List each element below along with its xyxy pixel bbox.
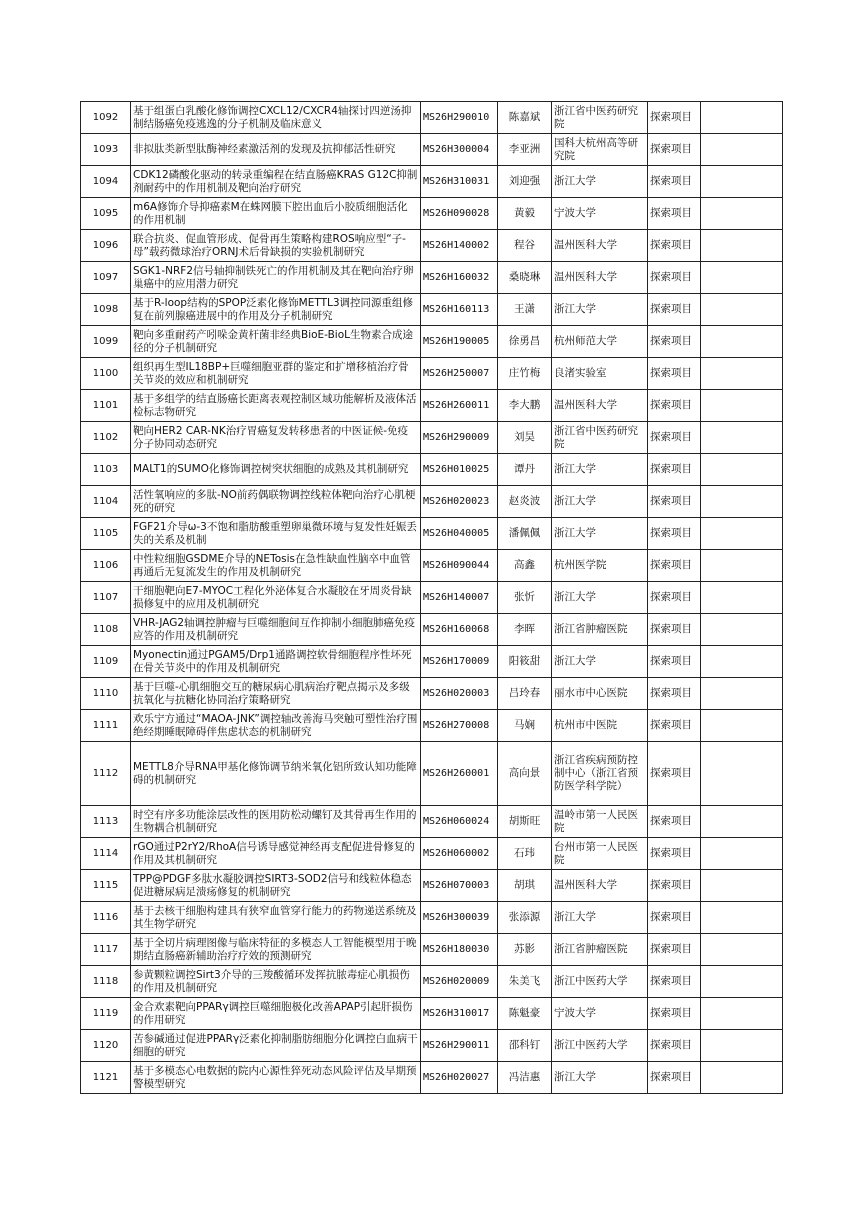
institution: 浙江大学 — [552, 166, 648, 198]
project-title: 基于R-loop结构的SPOP泛素化修饰METTL3调控同源重组修复在前列腺癌进展中的作用及分子机制研究 — [131, 294, 421, 326]
project-code: MS26H010025 — [421, 454, 498, 486]
table-row — [81, 486, 783, 518]
row-number: 1115 — [81, 870, 131, 902]
applicant-name: 程谷 — [498, 230, 552, 262]
applicant-name: 朱美飞 — [498, 966, 552, 998]
row-number: 1093 — [81, 134, 131, 166]
institution: 良渚实验室 — [552, 358, 648, 390]
project-title: 靶向HER2 CAR-NK治疗胃癌复发转移患者的中医证候-免疫分子协同动态研究 — [131, 422, 421, 454]
applicant-name: 陈嘉斌 — [498, 102, 552, 134]
project-type: 探索项目 — [648, 358, 701, 390]
project-title: 联合抗炎、促血管形成、促骨再生策略构建ROS响应型“子-母”载药微球治疗ORNJ术后骨缺损的实验机制研究 — [131, 230, 421, 262]
row-number: 1096 — [81, 230, 131, 262]
table-row — [81, 390, 783, 422]
blank-cell — [701, 390, 783, 422]
table-row — [81, 646, 783, 678]
project-code: MS26H020003 — [421, 678, 498, 710]
project-code: MS26H190005 — [421, 326, 498, 358]
project-type: 探索项目 — [648, 902, 701, 934]
project-type: 探索项目 — [648, 998, 701, 1030]
project-type: 探索项目 — [648, 166, 701, 198]
blank-cell — [701, 646, 783, 678]
project-title: 参黄颗粒调控Sirt3介导的三羧酸循环发挥抗脓毒症心肌损伤的作用及机制研究 — [131, 966, 421, 998]
applicant-name: 赵炎波 — [498, 486, 552, 518]
project-type: 探索项目 — [648, 134, 701, 166]
blank-cell — [701, 422, 783, 454]
project-type: 探索项目 — [648, 838, 701, 870]
table-row — [81, 550, 783, 582]
row-number: 1118 — [81, 966, 131, 998]
project-type: 探索项目 — [648, 710, 701, 742]
blank-cell — [701, 870, 783, 902]
applicant-name: 刘昊 — [498, 422, 552, 454]
applicant-name: 吕玲春 — [498, 678, 552, 710]
applicant-name: 谭丹 — [498, 454, 552, 486]
row-number: 1113 — [81, 806, 131, 838]
table-row — [81, 1062, 783, 1094]
project-type: 探索项目 — [648, 934, 701, 966]
project-title: 基于多模态心电数据的院内心源性猝死动态风险评估及早期预警模型研究 — [131, 1062, 421, 1094]
project-title: 基于多组学的结直肠癌长距离表观控制区域功能解析及液体活检标志物研究 — [131, 390, 421, 422]
row-number: 1095 — [81, 198, 131, 230]
applicant-name: 陈魁豪 — [498, 998, 552, 1030]
table-row — [81, 198, 783, 230]
institution: 浙江大学 — [552, 486, 648, 518]
table-row — [81, 614, 783, 646]
project-title: 金合欢素靶向PPARγ调控巨噬细胞极化改善APAP引起肝损伤的作用研究 — [131, 998, 421, 1030]
institution: 国科大杭州高等研究院 — [552, 134, 648, 166]
institution: 浙江大学 — [552, 454, 648, 486]
applicant-name: 高鑫 — [498, 550, 552, 582]
project-title: Myonectin通过PGAM5/Drp1通路调控软骨细胞程序性坏死在骨关节炎中的作用及机制研究 — [131, 646, 421, 678]
project-title: rGO通过P2rY2/RhoA信号诱导感觉神经再支配促进骨修复的作用及其机制研究 — [131, 838, 421, 870]
project-type: 探索项目 — [648, 422, 701, 454]
blank-cell — [701, 710, 783, 742]
blank-cell — [701, 198, 783, 230]
row-number: 1105 — [81, 518, 131, 550]
project-code: MS26H020023 — [421, 486, 498, 518]
project-title: 苦参碱通过促进PPARγ泛素化抑制脂肪细胞分化调控白血病干细胞的研究 — [131, 1030, 421, 1062]
row-number: 1111 — [81, 710, 131, 742]
project-type: 探索项目 — [648, 646, 701, 678]
row-number: 1116 — [81, 902, 131, 934]
project-title: 活性氧响应的多肽-NO前药偶联物调控线粒体靶向治疗心肌梗死的研究 — [131, 486, 421, 518]
project-title: 非拟肽类新型肽酶神经素激活剂的发现及抗抑郁活性研究 — [131, 134, 421, 166]
table-row — [81, 678, 783, 710]
project-type: 探索项目 — [648, 870, 701, 902]
project-title: 组织再生型IL18BP+巨噬细胞亚群的鉴定和扩增移植治疗骨关节炎的效应和机制研究 — [131, 358, 421, 390]
applicant-name: 王潇 — [498, 294, 552, 326]
institution: 浙江中医药大学 — [552, 1030, 648, 1062]
blank-cell — [701, 742, 783, 806]
table-row — [81, 742, 783, 806]
institution: 温州医科大学 — [552, 390, 648, 422]
project-type: 探索项目 — [648, 966, 701, 998]
applicant-name: 张添源 — [498, 902, 552, 934]
blank-cell — [701, 166, 783, 198]
blank-cell — [701, 582, 783, 614]
blank-cell — [701, 614, 783, 646]
applicant-name: 邵科钉 — [498, 1030, 552, 1062]
project-type: 探索项目 — [648, 454, 701, 486]
project-code: MS26H290011 — [421, 1030, 498, 1062]
project-code: MS26H250007 — [421, 358, 498, 390]
institution: 温州医科大学 — [552, 230, 648, 262]
project-title: VHR-JAG2轴调控肿瘤与巨噬细胞间互作抑制小细胞肺癌免疫应答的作用及机制研究 — [131, 614, 421, 646]
project-code: MS26H090028 — [421, 198, 498, 230]
table-row — [81, 966, 783, 998]
blank-cell — [701, 966, 783, 998]
row-number: 1112 — [81, 742, 131, 806]
project-code: MS26H070003 — [421, 870, 498, 902]
table-row — [81, 102, 783, 134]
project-code: MS26H270008 — [421, 710, 498, 742]
project-code: MS26H040005 — [421, 518, 498, 550]
institution: 浙江省中医药研究院 — [552, 422, 648, 454]
blank-cell — [701, 102, 783, 134]
applicant-name: 苏影 — [498, 934, 552, 966]
row-number: 1102 — [81, 422, 131, 454]
project-type: 探索项目 — [648, 614, 701, 646]
project-type: 探索项目 — [648, 230, 701, 262]
applicant-name: 庄竹梅 — [498, 358, 552, 390]
project-code: MS26H060024 — [421, 806, 498, 838]
row-number: 1109 — [81, 646, 131, 678]
project-type: 探索项目 — [648, 518, 701, 550]
project-title: 时空有序多功能涂层改性的医用防松动螺钉及其骨再生作用的生物耦合机制研究 — [131, 806, 421, 838]
institution: 浙江省疾病预防控制中心（浙江省预防医学科学院） — [552, 742, 648, 806]
blank-cell — [701, 262, 783, 294]
project-type: 探索项目 — [648, 742, 701, 806]
applicant-name: 阳筱甜 — [498, 646, 552, 678]
applicant-name: 潘佩佩 — [498, 518, 552, 550]
row-number: 1103 — [81, 454, 131, 486]
project-code: MS26H310017 — [421, 998, 498, 1030]
project-type: 探索项目 — [648, 486, 701, 518]
project-title: MALT1的SUMO化修饰调控树突状细胞的成熟及其机制研究 — [131, 454, 421, 486]
institution: 浙江大学 — [552, 294, 648, 326]
project-type: 探索项目 — [648, 390, 701, 422]
project-title: FGF21介导ω-3不饱和脂肪酸重塑卵巢微环境与复发性妊娠丢失的关系及机制 — [131, 518, 421, 550]
table-row — [81, 230, 783, 262]
project-title: 基于巨噬-心肌细胞交互的糖尿病心肌病治疗靶点揭示及多级抗氧化与抗糖化协同治疗策略研究 — [131, 678, 421, 710]
institution: 杭州医学院 — [552, 550, 648, 582]
institution: 浙江大学 — [552, 902, 648, 934]
table-row — [81, 902, 783, 934]
blank-cell — [701, 326, 783, 358]
blank-cell — [701, 1062, 783, 1094]
institution: 浙江省肿瘤医院 — [552, 934, 648, 966]
row-number: 1098 — [81, 294, 131, 326]
blank-cell — [701, 934, 783, 966]
row-number: 1100 — [81, 358, 131, 390]
project-type: 探索项目 — [648, 198, 701, 230]
applicant-name: 石玮 — [498, 838, 552, 870]
institution: 宁波大学 — [552, 198, 648, 230]
table-row — [81, 998, 783, 1030]
project-code: MS26H020009 — [421, 966, 498, 998]
project-code: MS26H140007 — [421, 582, 498, 614]
table-row — [81, 454, 783, 486]
institution: 丽水市中心医院 — [552, 678, 648, 710]
project-code: MS26H170009 — [421, 646, 498, 678]
project-code: MS26H160032 — [421, 262, 498, 294]
project-type: 探索项目 — [648, 294, 701, 326]
institution: 宁波大学 — [552, 998, 648, 1030]
table-row — [81, 582, 783, 614]
project-title: 欢乐宁方通过“MAOA-JNK”调控轴改善海马突触可塑性治疗围绝经期睡眠障碍伴焦虑状态的机制研究 — [131, 710, 421, 742]
project-code: MS26H290010 — [421, 102, 498, 134]
blank-cell — [701, 998, 783, 1030]
applicant-name: 李大鹏 — [498, 390, 552, 422]
project-type: 探索项目 — [648, 678, 701, 710]
project-code: MS26H310031 — [421, 166, 498, 198]
table-row — [81, 838, 783, 870]
project-code: MS26H090044 — [421, 550, 498, 582]
row-number: 1114 — [81, 838, 131, 870]
blank-cell — [701, 806, 783, 838]
row-number: 1101 — [81, 390, 131, 422]
applicant-name: 高向景 — [498, 742, 552, 806]
institution: 浙江中医药大学 — [552, 966, 648, 998]
institution: 温岭市第一人民医院 — [552, 806, 648, 838]
blank-cell — [701, 550, 783, 582]
project-type: 探索项目 — [648, 102, 701, 134]
project-title: 靶向多重耐药产吲哚金黄杆菌非经典BioE-BioL生物素合成途径的分子机制研究 — [131, 326, 421, 358]
table-body — [81, 102, 783, 1094]
project-code: MS26H260011 — [421, 390, 498, 422]
row-number: 1106 — [81, 550, 131, 582]
project-title: 干细胞靶向E7-MYOC工程化外泌体复合水凝胶在牙周炎骨缺损修复中的应用及机制研究 — [131, 582, 421, 614]
project-code: MS26H260001 — [421, 742, 498, 806]
table-row — [81, 806, 783, 838]
project-code: MS26H180030 — [421, 934, 498, 966]
institution: 浙江省肿瘤医院 — [552, 614, 648, 646]
applicant-name: 胡斯旺 — [498, 806, 552, 838]
project-type: 探索项目 — [648, 326, 701, 358]
project-code: MS26H140002 — [421, 230, 498, 262]
table-row — [81, 934, 783, 966]
blank-cell — [701, 678, 783, 710]
institution: 温州医科大学 — [552, 870, 648, 902]
blank-cell — [701, 518, 783, 550]
institution: 浙江大学 — [552, 646, 648, 678]
blank-cell — [701, 486, 783, 518]
blank-cell — [701, 358, 783, 390]
applicant-name: 李晖 — [498, 614, 552, 646]
row-number: 1107 — [81, 582, 131, 614]
project-title: TPP@PDGF多肽水凝胶调控SIRT3-SOD2信号和线粒体稳态促进糖尿病足溃疡修复的机制研究 — [131, 870, 421, 902]
project-title: METTL8介导RNA甲基化修饰调节纳米氧化铝所致认知功能障碍的机制研究 — [131, 742, 421, 806]
table-row — [81, 870, 783, 902]
institution: 杭州师范大学 — [552, 326, 648, 358]
project-type: 探索项目 — [648, 1062, 701, 1094]
institution: 浙江省中医药研究院 — [552, 102, 648, 134]
project-code: MS26H300039 — [421, 902, 498, 934]
project-title: 中性粒细胞GSDME介导的NETosis在急性缺血性脑卒中血管再通后无复流发生的作用及机制研究 — [131, 550, 421, 582]
applicant-name: 张忻 — [498, 582, 552, 614]
row-number: 1099 — [81, 326, 131, 358]
applicant-name: 黄毅 — [498, 198, 552, 230]
blank-cell — [701, 902, 783, 934]
project-title: 基于全切片病理图像与临床特征的多模态人工智能模型用于晚期结直肠癌新辅助治疗疗效的预测研究 — [131, 934, 421, 966]
row-number: 1092 — [81, 102, 131, 134]
table-row — [81, 1030, 783, 1062]
row-number: 1097 — [81, 262, 131, 294]
project-type: 探索项目 — [648, 582, 701, 614]
table-row — [81, 518, 783, 550]
project-code: MS26H290009 — [421, 422, 498, 454]
project-table — [80, 101, 783, 1094]
project-type: 探索项目 — [648, 262, 701, 294]
table-row — [81, 166, 783, 198]
row-number: 1094 — [81, 166, 131, 198]
project-type: 探索项目 — [648, 1030, 701, 1062]
blank-cell — [701, 294, 783, 326]
row-number: 1120 — [81, 1030, 131, 1062]
row-number: 1121 — [81, 1062, 131, 1094]
blank-cell — [701, 838, 783, 870]
row-number: 1117 — [81, 934, 131, 966]
project-title: 基于去核干细胞构建具有狭窄血管穿行能力的药物递送系统及其生物学研究 — [131, 902, 421, 934]
blank-cell — [701, 454, 783, 486]
table-row — [81, 262, 783, 294]
applicant-name: 马娴 — [498, 710, 552, 742]
applicant-name: 冯洁惠 — [498, 1062, 552, 1094]
table-row — [81, 326, 783, 358]
project-title: SGK1-NRF2信号轴抑制铁死亡的作用机制及其在靶向治疗卵巢癌中的应用潜力研究 — [131, 262, 421, 294]
blank-cell — [701, 1030, 783, 1062]
institution: 杭州市中医院 — [552, 710, 648, 742]
project-code: MS26H160113 — [421, 294, 498, 326]
project-title: m6A修饰介导抑癌素M在蛛网膜下腔出血后小胶质细胞活化的作用机制 — [131, 198, 421, 230]
project-type: 探索项目 — [648, 806, 701, 838]
table-row — [81, 134, 783, 166]
project-title: CDK12磷酸化驱动的转录重编程在结直肠癌KRAS G12C抑制剂耐药中的作用机制及靶向治疗研究 — [131, 166, 421, 198]
blank-cell — [701, 230, 783, 262]
project-code: MS26H020027 — [421, 1062, 498, 1094]
project-code: MS26H060002 — [421, 838, 498, 870]
project-title: 基于组蛋白乳酸化修饰调控CXCL12/CXCR4轴探讨四逆汤抑制结肠癌免疫逃逸的分子机制及临床意义 — [131, 102, 421, 134]
row-number: 1104 — [81, 486, 131, 518]
institution: 浙江大学 — [552, 1062, 648, 1094]
table-row — [81, 294, 783, 326]
applicant-name: 桑晓琳 — [498, 262, 552, 294]
table-row — [81, 710, 783, 742]
project-code: MS26H160068 — [421, 614, 498, 646]
applicant-name: 胡琪 — [498, 870, 552, 902]
applicant-name: 刘迎强 — [498, 166, 552, 198]
project-type: 探索项目 — [648, 550, 701, 582]
row-number: 1119 — [81, 998, 131, 1030]
table-row — [81, 358, 783, 390]
institution: 浙江大学 — [552, 518, 648, 550]
row-number: 1110 — [81, 678, 131, 710]
row-number: 1108 — [81, 614, 131, 646]
institution: 台州市第一人民医院 — [552, 838, 648, 870]
applicant-name: 徐勇昌 — [498, 326, 552, 358]
institution: 浙江大学 — [552, 582, 648, 614]
applicant-name: 李亚洲 — [498, 134, 552, 166]
table-row — [81, 422, 783, 454]
blank-cell — [701, 134, 783, 166]
project-code: MS26H300004 — [421, 134, 498, 166]
institution: 温州医科大学 — [552, 262, 648, 294]
